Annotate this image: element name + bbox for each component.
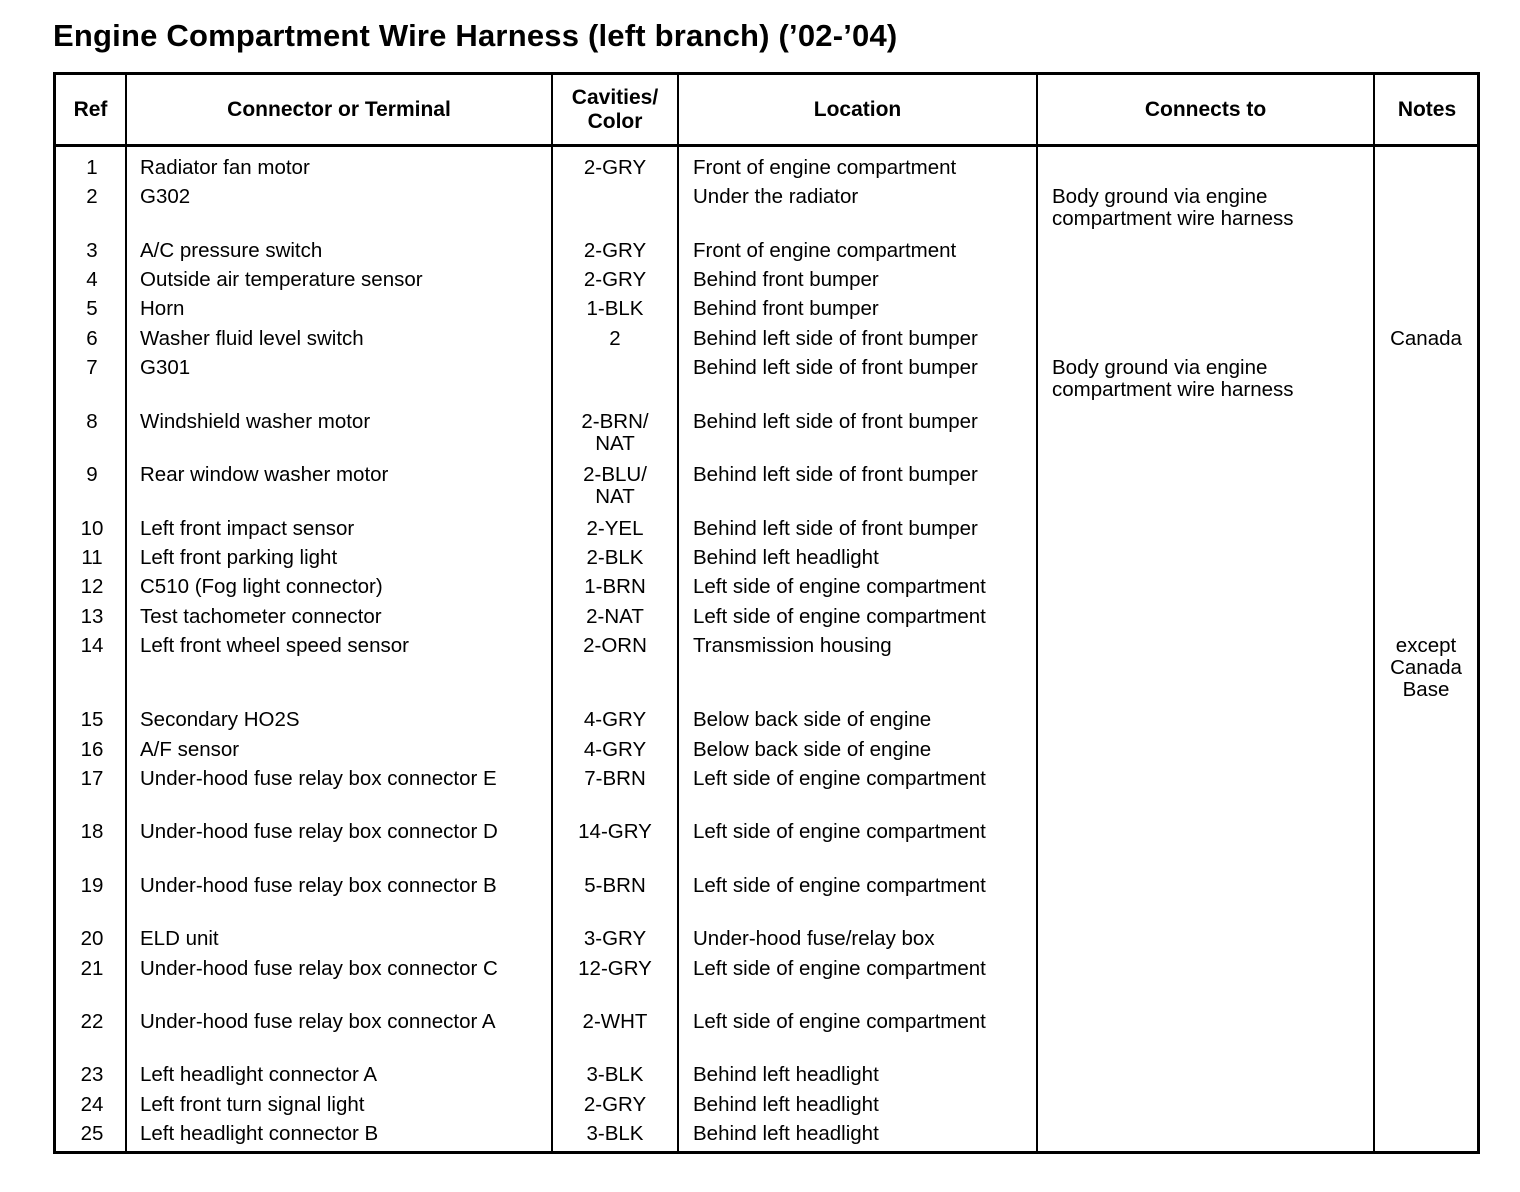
cell-cavities: 3-BLK: [586, 1122, 644, 1145]
cell-connector: Radiator fan motor: [140, 156, 310, 179]
cell-ref: 3: [86, 239, 98, 262]
cell-ref: 1: [86, 156, 98, 179]
cell-location: Behind left headlight: [693, 546, 879, 569]
cell-connector: Under-hood fuse relay box connector C: [140, 957, 498, 980]
cell-cavities: 12-GRY: [578, 957, 652, 980]
cell-cavities: 1-BLK: [586, 297, 644, 320]
cell-ref: 22: [80, 1010, 104, 1033]
cell-location: Behind left side of front bumper: [693, 517, 978, 540]
cell-ref: 5: [86, 297, 98, 320]
header-divider: [56, 144, 1477, 147]
cell-location: Below back side of engine: [693, 738, 932, 761]
cell-ref: 24: [80, 1093, 104, 1116]
cell-location: Under-hood fuse/relay box: [693, 927, 935, 950]
cell-location: Left side of engine compartment: [693, 575, 986, 598]
cell-connector: Under-hood fuse relay box connector B: [140, 874, 497, 897]
cell-location: Behind left headlight: [693, 1122, 879, 1145]
cell-ref: 18: [80, 820, 104, 843]
header-connects-to: Connects to: [1144, 97, 1267, 121]
cell-location: Behind left headlight: [693, 1093, 879, 1116]
cell-cavities: 7-BRN: [584, 767, 646, 790]
cell-connector: A/C pressure switch: [140, 239, 323, 262]
cell-connector: C510 (Fog light connector): [140, 575, 383, 598]
header-connector: Connector or Terminal: [227, 97, 451, 121]
cell-connector: ELD unit: [140, 927, 219, 950]
wire-harness-table: [53, 72, 1480, 1154]
cell-connector: Washer fluid level switch: [140, 327, 364, 350]
cell-location: Left side of engine compartment: [693, 767, 986, 790]
cell-cavities: 4-GRY: [583, 708, 647, 731]
cell-connector: G302: [140, 185, 191, 208]
cell-connector: Horn: [140, 297, 185, 320]
cell-connector: Test tachometer connector: [140, 605, 382, 628]
cell-ref: 19: [80, 874, 104, 897]
cell-notes: Canada: [1390, 327, 1462, 350]
cell-notes: except Canada Base: [1390, 634, 1462, 701]
cell-location: Transmission housing: [693, 634, 892, 657]
cell-ref: 7: [86, 356, 98, 379]
cell-cavities: 2-BRN/ NAT: [581, 410, 649, 455]
cell-connector: Under-hood fuse relay box connector A: [140, 1010, 496, 1033]
cell-location: Behind left side of front bumper: [693, 463, 978, 486]
cell-ref: 15: [80, 708, 104, 731]
cell-location: Left side of engine compartment: [693, 605, 986, 628]
cell-cavities: 3-BLK: [586, 1063, 644, 1086]
cell-connects-to: Body ground via engine compartment wire harness: [1052, 356, 1294, 401]
cell-cavities: 5-BRN: [584, 874, 646, 897]
header-notes: Notes: [1397, 97, 1457, 121]
cell-ref: 12: [80, 575, 104, 598]
cell-connects-to: Body ground via engine compartment wire harness: [1052, 185, 1294, 230]
cell-cavities: 2-WHT: [582, 1010, 648, 1033]
cell-location: Behind left side of front bumper: [693, 327, 978, 350]
cell-location: Left side of engine compartment: [693, 820, 986, 843]
header-ref: Ref: [73, 97, 108, 121]
cell-connector: A/F sensor: [140, 738, 240, 761]
cell-cavities: 14-GRY: [578, 820, 652, 843]
cell-cavities: 2: [609, 327, 621, 350]
cell-cavities: 2-BLK: [586, 546, 644, 569]
cell-cavities: 2-GRY: [583, 239, 647, 262]
cell-location: Under the radiator: [693, 185, 859, 208]
cell-connector: Left front parking light: [140, 546, 338, 569]
cell-cavities: 2-GRY: [583, 156, 647, 179]
cell-location: Left side of engine compartment: [693, 957, 986, 980]
cell-cavities: 1-BRN: [584, 575, 646, 598]
cell-connector: Secondary HO2S: [140, 708, 300, 731]
cell-cavities: 2-GRY: [583, 1093, 647, 1116]
cell-ref: 14: [80, 634, 104, 657]
cell-ref: 23: [80, 1063, 104, 1086]
cell-ref: 13: [80, 605, 104, 628]
cell-location: Below back side of engine: [693, 708, 932, 731]
cell-location: Behind left headlight: [693, 1063, 879, 1086]
cell-location: Behind left side of front bumper: [693, 410, 978, 433]
cell-ref: 2: [86, 185, 98, 208]
cell-connector: Under-hood fuse relay box connector E: [140, 767, 497, 790]
cell-connector: Outside air temperature sensor: [140, 268, 423, 291]
cell-connector: Rear window washer motor: [140, 463, 389, 486]
cell-connector: G301: [140, 356, 191, 379]
cell-cavities: 3-GRY: [583, 927, 647, 950]
cell-location: Front of engine compartment: [693, 156, 957, 179]
cell-location: Left side of engine compartment: [693, 874, 986, 897]
cell-ref: 25: [80, 1122, 104, 1145]
cell-cavities: 2-BLU/ NAT: [583, 463, 647, 508]
cell-connector: Under-hood fuse relay box connector D: [140, 820, 498, 843]
cell-ref: 16: [80, 738, 104, 761]
cell-cavities: 2-ORN: [583, 634, 647, 657]
cell-ref: 21: [80, 957, 104, 980]
cell-cavities: 4-GRY: [583, 738, 647, 761]
cell-connector: Left front wheel speed sensor: [140, 634, 409, 657]
page-title: Engine Compartment Wire Harness (left branch) (’02-’04): [53, 18, 898, 53]
header-location: Location: [813, 97, 902, 121]
cell-ref: 17: [80, 767, 104, 790]
cell-cavities: 2-YEL: [586, 517, 644, 540]
cell-connector: Left headlight connector B: [140, 1122, 379, 1145]
cell-location: Behind front bumper: [693, 297, 879, 320]
cell-ref: 9: [86, 463, 98, 486]
cell-cavities: 2-GRY: [583, 268, 647, 291]
cell-connector: Left front turn signal light: [140, 1093, 365, 1116]
cell-location: Front of engine compartment: [693, 239, 957, 262]
cell-ref: 6: [86, 327, 98, 350]
column-divider: [1036, 75, 1038, 1151]
cell-location: Left side of engine compartment: [693, 1010, 986, 1033]
cell-ref: 10: [80, 517, 104, 540]
cell-connector: Left headlight connector A: [140, 1063, 378, 1086]
column-divider: [1373, 75, 1375, 1151]
cell-ref: 11: [81, 546, 103, 569]
cell-ref: 4: [86, 268, 98, 291]
cell-ref: 8: [86, 410, 98, 433]
cell-connector: Windshield washer motor: [140, 410, 371, 433]
cell-location: Behind left side of front bumper: [693, 356, 978, 379]
cell-location: Behind front bumper: [693, 268, 879, 291]
header-cavities: Cavities/ Color: [571, 85, 659, 133]
cell-ref: 20: [80, 927, 104, 950]
cell-connector: Left front impact sensor: [140, 517, 355, 540]
cell-cavities: 2-NAT: [586, 605, 644, 628]
